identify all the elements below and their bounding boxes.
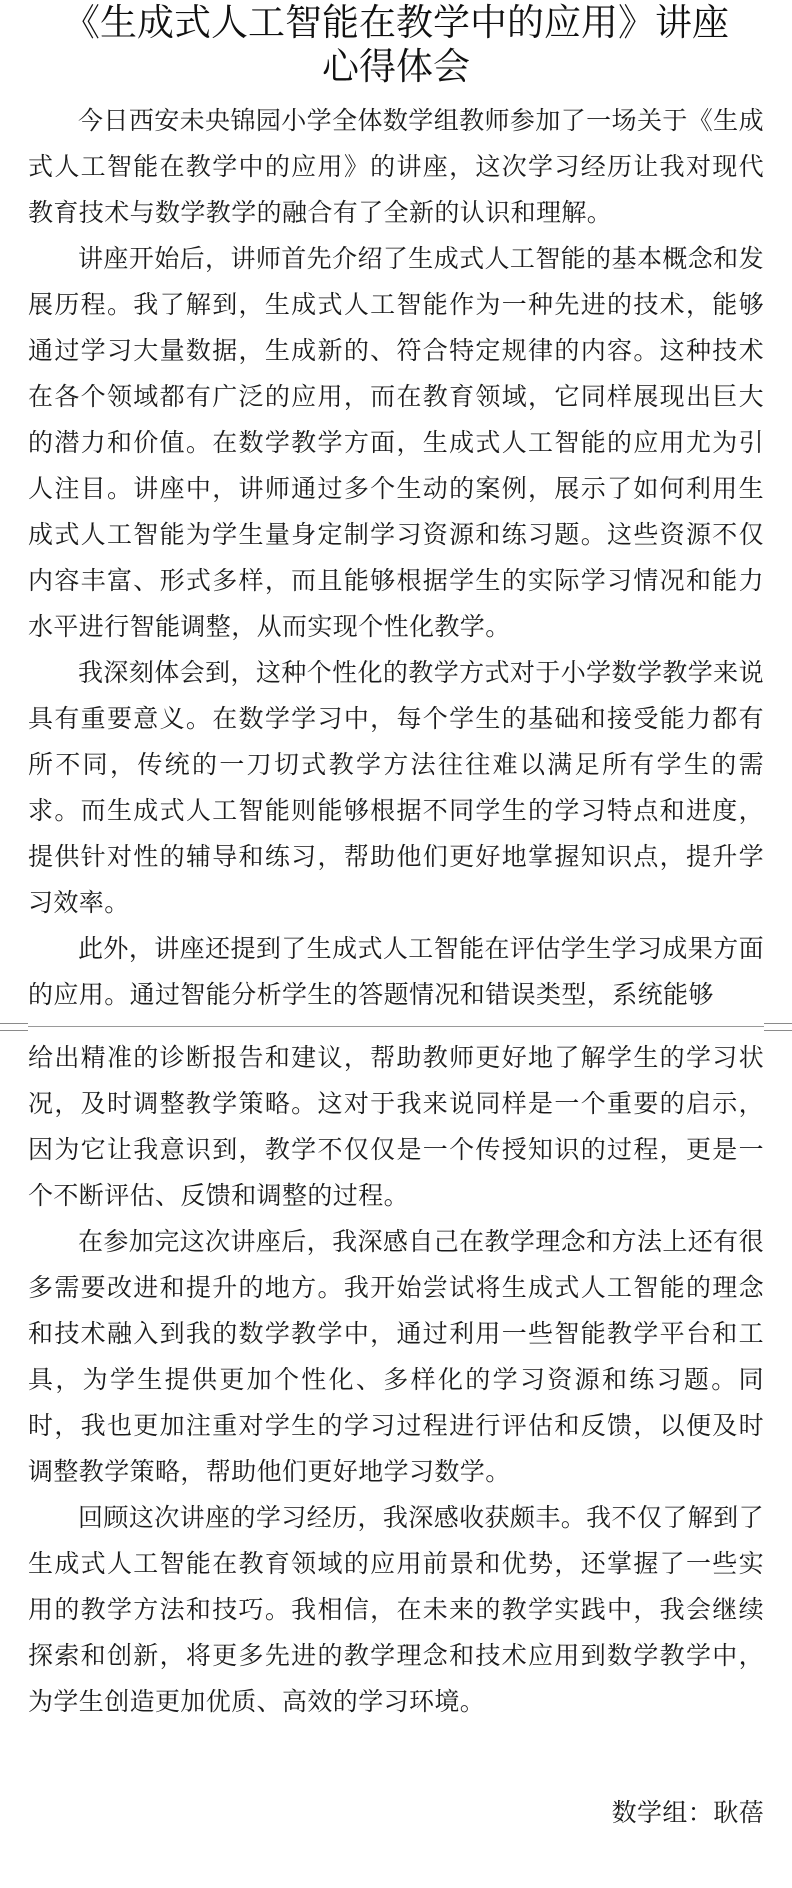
paragraph-conclusion: 回顾这次讲座的学习经历，我深感收获颇丰。我不仅了解到了生成式人工智能在教育领域的应用前景和优势，还掌握了一些实用的教学方法和技巧。我相信，在未来的教学实践中，我会继续探索和创新，将更多先进的教学理念和技术应用到数学教学中，为学生创造更加优质、高效的学习环境。	[28, 1503, 764, 1716]
document-title-line-2: 心得体会	[322, 45, 470, 88]
paragraph-lecture-content: 讲座开始后，讲师首先介绍了生成式人工智能的基本概念和发展历程。我了解到，生成式人工智能作为一种先进的技术，能够通过学习大量数据，生成新的、符合特定规律的内容。这种技术在各个领域都有广泛的应用，而在教育领域，它同样展现出巨大的潜力和价值。在数学教学方面，生成式人工智能的应用尤为引人注目。讲座中，讲师通过多个生动的案例，展示了如何利用生成式人工智能为学生量身定制学习资源和练习题。这些资源不仅内容丰富、形式多样，而且能够根据学生的实际学习情况和能力水平进行智能调整，从而实现个性化教学。	[28, 244, 764, 641]
body-section-page-2	[28, 1035, 764, 1725]
page-break-right-marker	[764, 1023, 792, 1031]
paragraph-assessment-part-1: 此外，讲座还提到了生成式人工智能在评估学生学习成果方面的应用。通过智能分析学生的答题情况和错误类型，系统能够	[28, 934, 764, 1009]
paragraph-reflection: 在参加完这次讲座后，我深感自己在教学理念和方法上还有很多需要改进和提升的地方。我开始尝试将生成式人工智能的理念和技术融入到我的数学教学中，通过利用一些智能教学平台和工具，为学生提供更加个性化、多样化的学习资源和练习题。同时，我也更加注重对学生的学习过程进行评估和反馈，以便及时调整教学策略，帮助他们更好地学习数学。	[28, 1227, 764, 1486]
signature: 数学组：耿蓓	[611, 1798, 764, 1827]
page-break-line	[28, 1026, 764, 1027]
document-title-line-1: 《生成式人工智能在教学中的应用》讲座	[63, 1, 729, 44]
paragraph-personalized-teaching: 我深刻体会到，这种个性化的教学方式对于小学数学教学来说具有重要意义。在数学学习中，每个学生的基础和接受能力都有所不同，传统的一刀切式教学方法往往难以满足所有学生的需求。而生成式人工智能则能够根据不同学生的学习特点和进度，提供针对性的辅导和练习，帮助他们更好地掌握知识点，提升学习效率。	[28, 658, 764, 917]
page-break-left-marker	[0, 1023, 28, 1031]
paragraph-intro: 今日西安未央锦园小学全体数学组教师参加了一场关于《生成式人工智能在教学中的应用》的讲座，这次学习经历让我对现代教育技术与数学教学的融合有了全新的认识和理解。	[28, 106, 764, 227]
body-section-page-1	[28, 98, 764, 1018]
paragraph-assessment-part-2: 给出精准的诊断报告和建议，帮助教师更好地了解学生的学习状况，及时调整教学策略。这对于我来说同样是一个重要的启示，因为它让我意识到，教学不仅仅是一个传授知识的过程，更是一个不断评估、反馈和调整的过程。	[28, 1043, 764, 1210]
page-break-separator	[0, 1023, 792, 1031]
